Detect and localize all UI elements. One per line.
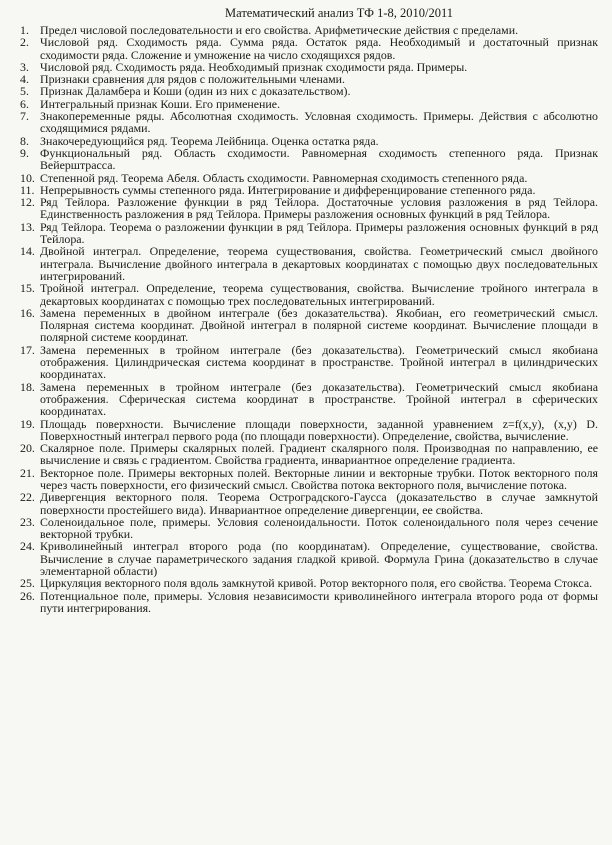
item-text: Ряд Тейлора. Теорема о разложении функции в ряд Тейлора. Примеры разложения основных функций в ряд Тейлора. <box>40 219 598 247</box>
list-item <box>20 344 598 381</box>
item-text: Площадь поверхности. Вычисление площади поверхности, заданной уравнением z=f(x,y), (x,y) D. Поверхностный интеграл первого рода (по площади поверхности). Определение, свойства, вычисление. <box>40 416 598 443</box>
item-text: Замена переменных в тройном интеграле (без доказательства). Геометрический смысл якобиана отображения. Сферическая система координат в пространстве. Тройной интеграл в сферических координатах. <box>40 379 598 419</box>
list-item <box>20 110 598 135</box>
item-text: Функциональный ряд. Область сходимости. Равномерная сходимость степенного ряда. Признак Вейерштрасса. <box>40 145 598 173</box>
item-text: Степенной ряд. Теорема Абеля. Область сходимости. Равномерная сходимость степенного ряда. <box>40 170 528 185</box>
item-text: Замена переменных в тройном интеграле (без доказательства). Геометрический смысл якобиана отображения. Цилиндрическая система координат в пространстве. Тройной интеграл в цилиндрических координатах. <box>40 342 598 382</box>
item-text: Дивергенция векторного поля. Теорема Остроградского-Гаусса (доказательство в случае замкнутой поверхности простейшего вида). Инвариантное определение дивергенции, ее свойства. <box>40 490 598 517</box>
list-item <box>20 418 598 443</box>
item-text: Непрерывность суммы степенного ряда. Интегрирование и дифференцирование степенного ряда. <box>40 182 536 197</box>
list-item <box>20 282 598 307</box>
item-text: Предел числовой последовательности и его свойства. Арифметические действия с пределами. <box>40 23 519 37</box>
item-number: 2. <box>20 35 29 50</box>
list-item <box>20 540 598 577</box>
item-number: 22. <box>20 490 35 505</box>
item-text: Циркуляция векторного поля вдоль замкнутой кривой. Ротор векторного поля, его свойства. Теорема Стокса. <box>40 576 593 591</box>
list-item <box>20 85 598 97</box>
question-list <box>20 24 598 614</box>
item-text: Числовой ряд. Сходимость ряда. Необходимый признак сходимости ряда. Примеры. <box>40 59 468 74</box>
list-item <box>20 196 598 221</box>
list-item <box>20 442 598 467</box>
item-text: Признак Даламбера и Коши (один из них с доказательством). <box>40 84 351 99</box>
page-title: Математический анализ ТФ 1-8, 2010/2011 <box>225 6 453 20</box>
item-number: 24. <box>20 539 35 554</box>
list-item <box>20 172 598 184</box>
item-text: Двойной интеграл. Определение, теорема существования, свойства. Геометрический смысл двойного интеграла. Вычисление двойного интеграла в декартовых координатах с помощью двух последовательных интегрирований. <box>40 244 598 283</box>
item-number: 18. <box>20 379 35 394</box>
item-number: 10. <box>20 170 35 185</box>
list-item <box>20 221 598 246</box>
item-number: 4. <box>20 72 29 87</box>
item-number: 11. <box>20 182 35 197</box>
item-number: 26. <box>20 588 35 603</box>
item-text: Признаки сравнения для рядов с положительными членами. <box>40 72 345 87</box>
list-item <box>20 590 598 615</box>
item-text: Векторное поле. Примеры векторных полей. Векторные линии и векторные трубки. Поток векторного поля через часть поверхности, его физический смысл. Свойства потока векторного поля, вычисление потока. <box>40 465 598 492</box>
item-number: 14. <box>20 244 35 259</box>
item-text: Ряд Тейлора. Разложение функции в ряд Тейлора. Достаточные условия разложения в ряд Тейлора. Единственность разложения в ряд Тейлора. Примеры разложения основных функций в ряд Тейлора. <box>40 195 598 222</box>
list-item <box>20 381 598 418</box>
item-text: Знакопеременные ряды. Абсолютная сходимость. Условная сходимость. Примеры. Действия с абсолютно сходящимися рядами. <box>40 109 598 136</box>
item-number: 25. <box>20 576 35 591</box>
item-text: Тройной интеграл. Определение, теорема существования, свойства. Вычисление тройного интеграла в декартовых координатах с помощью трех последовательных интегрирований. <box>40 281 598 308</box>
list-item <box>20 36 598 61</box>
item-number: 21. <box>20 465 35 480</box>
item-number: 9. <box>20 145 29 160</box>
item-text: Скалярное поле. Примеры скалярных полей. Градиент скалярного поля. Производная по направлению, ее вычисление и связь с градиентом. Свойства градиента, инвариантное определение градиента. <box>40 441 598 468</box>
item-text: Потенциальное поле, примеры. Условия независимости криволинейного интеграла второго рода от формы пути интегрирования. <box>40 588 598 615</box>
item-text: Криволинейный интеграл второго рода (по координатам). Определение, существование, свойства. Вычисление в случае параметрического задания гладкой кривой. Формула Грина (доказательство в случае элементарной области) <box>40 539 598 579</box>
item-number: 3. <box>20 59 29 74</box>
item-text: Интегральный признак Коши. Его применение. <box>40 96 281 111</box>
item-number: 12. <box>20 195 35 210</box>
item-number: 16. <box>20 305 35 320</box>
item-number: 19. <box>20 416 35 431</box>
list-item <box>20 516 598 541</box>
item-number: 1. <box>20 23 29 37</box>
item-number: 8. <box>20 133 29 148</box>
list-item <box>20 307 598 344</box>
list-item <box>20 491 598 516</box>
list-item <box>20 467 598 492</box>
item-text: Числовой ряд. Сходимость ряда. Сумма ряда. Остаток ряда. Необходимый и достаточный признак сходимости ряда. Сложение и умножение на число сходящихся рядов. <box>40 35 598 62</box>
item-number: 13. <box>20 219 35 234</box>
item-number: 17. <box>20 342 35 357</box>
item-text: Замена переменных в двойном интеграле (без доказательства). Якобиан, его геометрический смысл. Полярная система координат. Двойной интеграл в полярной системе координат. Вычисление площади в полярной системе координат. <box>40 305 598 345</box>
item-number: 23. <box>20 514 35 529</box>
list-item <box>20 245 598 282</box>
item-number: 15. <box>20 281 35 296</box>
item-text: Знакочередующийся ряд. Теорема Лейбница. Оценка остатка ряда. <box>40 133 379 148</box>
item-number: 6. <box>20 96 29 111</box>
item-number: 7. <box>20 109 29 124</box>
item-number: 20. <box>20 441 35 456</box>
item-number: 5. <box>20 84 29 99</box>
item-text: Соленоидальное поле, примеры. Условия соленоидальности. Поток соленоидального поля через сечение векторной трубки. <box>40 514 598 542</box>
list-item <box>20 577 598 589</box>
list-item <box>20 147 598 172</box>
